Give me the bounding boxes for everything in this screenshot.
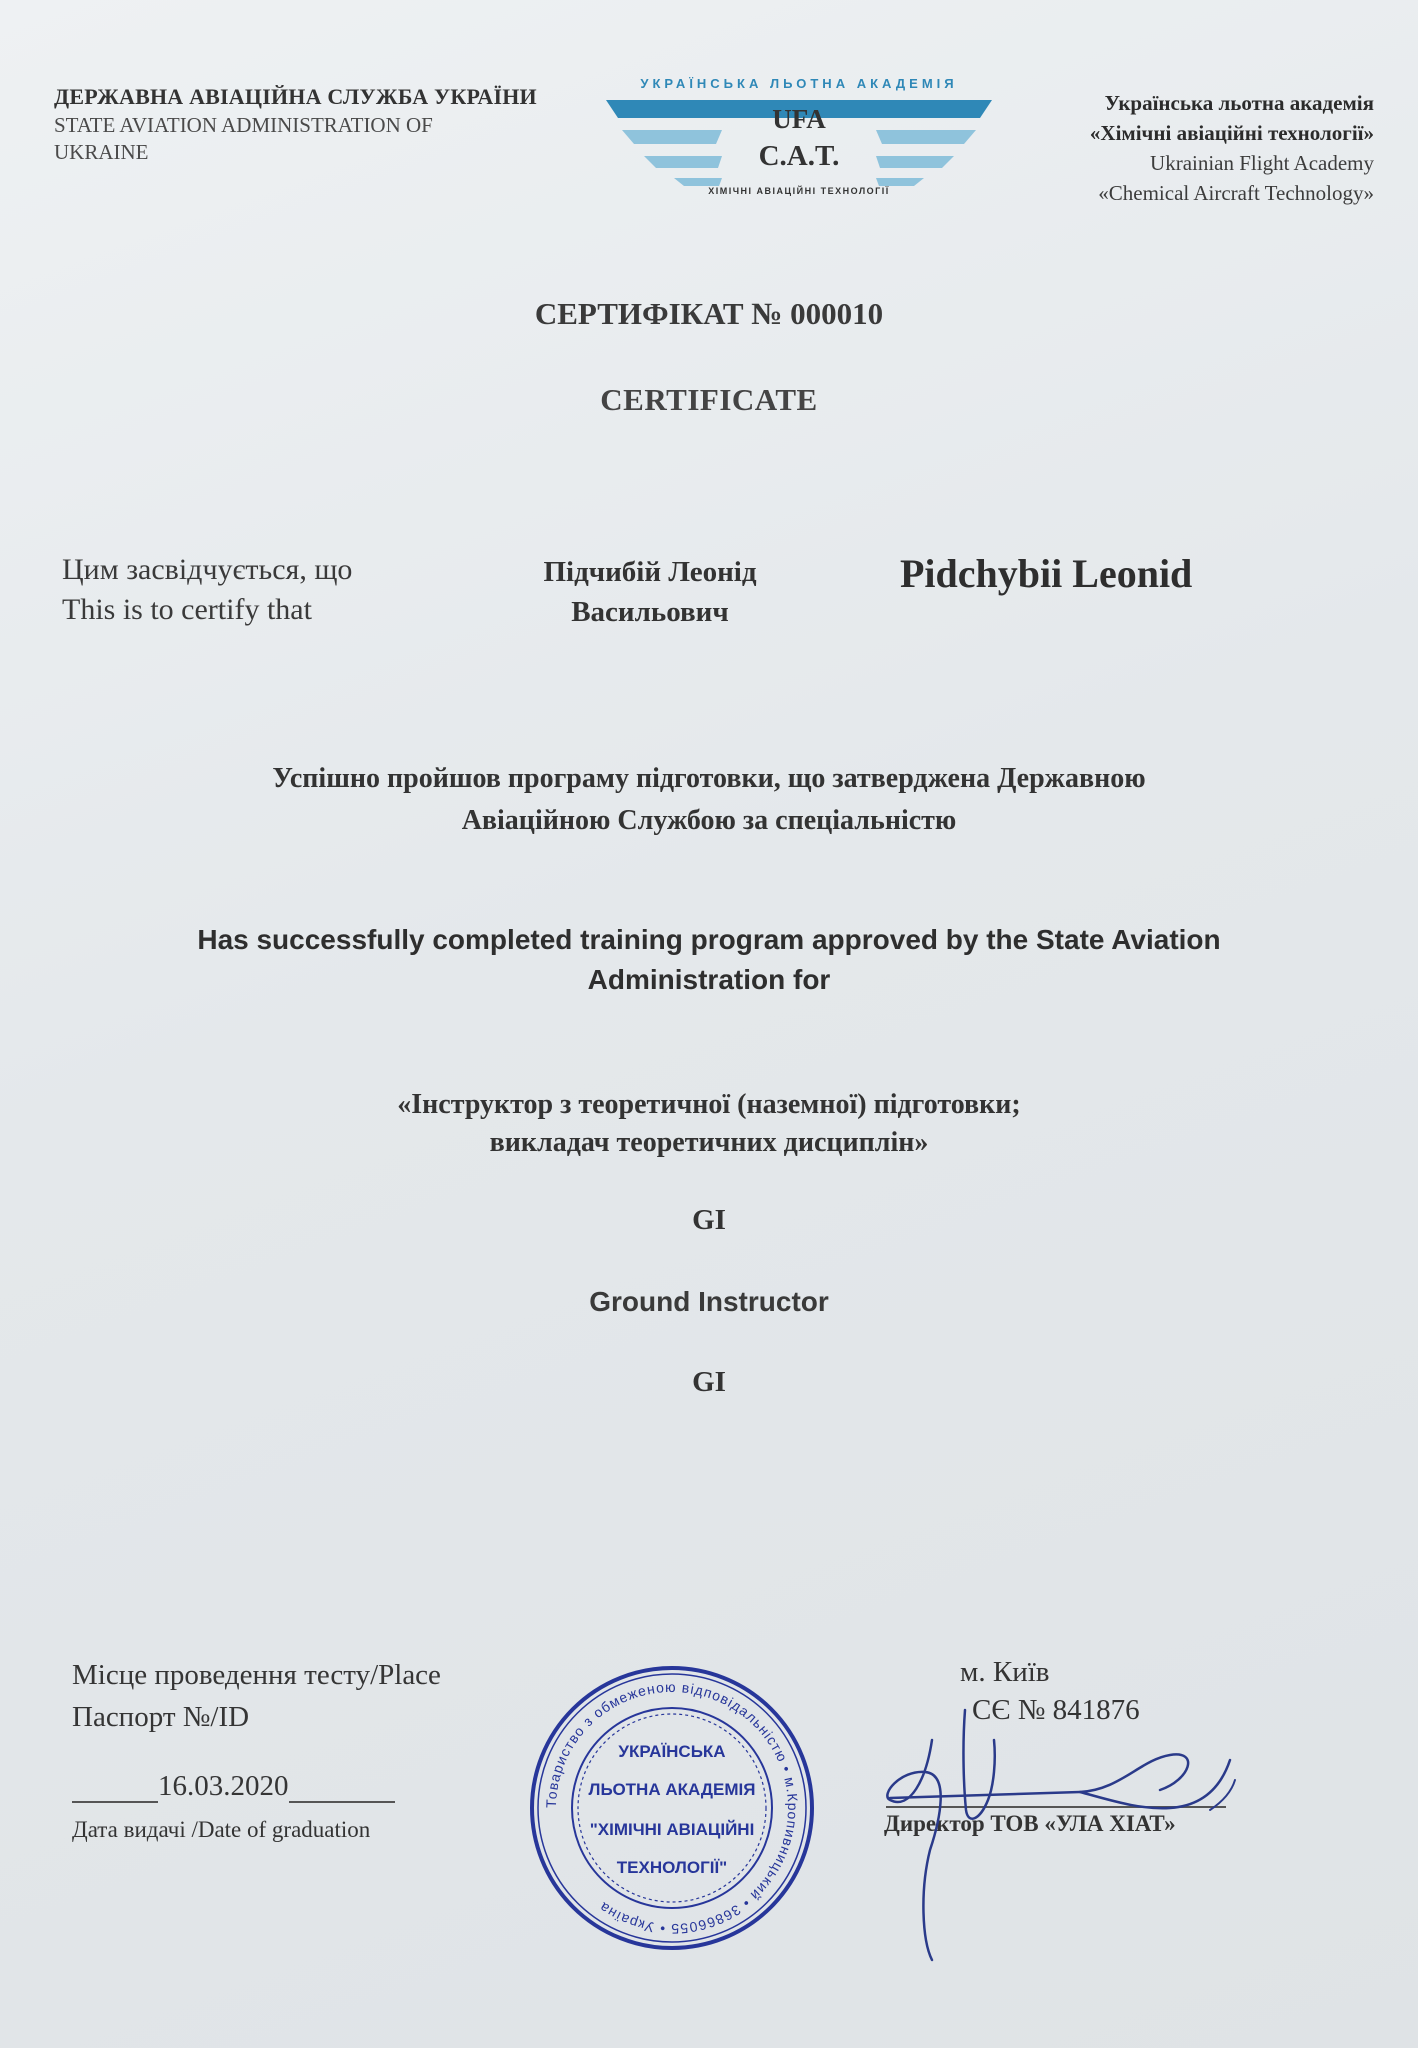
holder-name-ua: [500, 552, 800, 632]
specialty-en: Ground Instructor: [589, 1286, 829, 1317]
certify-statement: [62, 550, 352, 630]
stamp-line2: ЛЬОТНА АКАДЕМІЯ: [588, 1780, 756, 1799]
stamp-line1: УКРАЇНСЬКА: [618, 1742, 726, 1761]
graduation-date: [72, 1770, 395, 1803]
authority-name-ua: ДЕРЖАВНА АВІАЦІЙНА СЛУЖБА УКРАЇНИ: [54, 84, 537, 109]
passport-number: СЄ № 841876: [972, 1694, 1140, 1726]
certificate-title-en: CERTIFICATE: [600, 382, 818, 417]
completion-statement-ua: [0, 758, 1418, 842]
specialty-ua: [0, 1086, 1418, 1162]
issue-city: м. Київ: [960, 1656, 1050, 1688]
academy-logo: [604, 74, 994, 209]
official-stamp: [524, 1660, 820, 1956]
academy-subtitle-ua: «Хімічні авіаційні технології»: [1089, 121, 1374, 145]
graduation-date-label: Дата видачі /Date of graduation: [72, 1817, 371, 1842]
svg-text:Товариство з обмеженою відпові: [543, 1679, 801, 1937]
logo-top-text: УКРАЇНСЬКА ЛЬОТНА АКАДЕМІЯ: [640, 76, 958, 91]
test-place-block: [72, 1654, 441, 1738]
holder-name-en: Pidchybii Leonid: [900, 551, 1193, 596]
stamp-line3: "ХІМІЧНІ АВІАЦІЙНІ: [589, 1820, 755, 1839]
graduation-date-value: 16.03.2020: [158, 1770, 289, 1802]
stamp-line4: ТЕХНОЛОГІЇ": [616, 1858, 728, 1877]
logo-ufa: UFA: [772, 104, 826, 134]
completion-en-line2: Administration for: [587, 964, 831, 995]
specialty-code-1: GI: [692, 1204, 726, 1236]
specialty-ua-line2: викладач теоретичних дисциплін»: [489, 1127, 929, 1158]
certify-ua: Цим засвідчується, що: [62, 553, 353, 586]
date-underline-left: [72, 1775, 158, 1803]
test-place-label: Місце проведення тесту/Place: [72, 1659, 441, 1691]
authority-name-en: STATE AVIATION ADMINISTRATION OF UKRAINE: [54, 113, 433, 164]
completion-ua-line1: Успішно пройшов програму підготовки, що затверджена Державною: [272, 763, 1146, 794]
completion-ua-line2: Авіаційною Службою за спеціальністю: [461, 805, 957, 836]
academy-subtitle-en: «Chemical Aircraft Technology»: [1098, 181, 1374, 205]
completion-en-line1: Has successfully completed training program approved by the State Aviation: [197, 924, 1221, 955]
director-signature-icon: [870, 1700, 1270, 1970]
logo-bottom-text: ХІМІЧНІ АВІАЦІЙНІ ТЕХНОЛОГІЇ: [708, 186, 890, 196]
holder-name-ua-line2: Васильович: [571, 596, 729, 628]
passport-label: Паспорт №/ID: [72, 1701, 250, 1733]
stamp-ring-text: Товариство з обмеженою відповідальністю • м.Кропивницький • 36866055 • Україна: [542, 1678, 802, 1938]
logo-cat: C.A.T.: [758, 140, 840, 172]
academy-header: [954, 88, 1374, 208]
certificate-number: СЕРТИФІКАТ № 000010: [534, 296, 884, 331]
certify-en: This is to certify that: [62, 593, 312, 626]
academy-name-ua: Українська льотна академія: [1104, 91, 1374, 115]
stamp-ring-icon: [524, 1660, 820, 1956]
completion-statement-en: [0, 920, 1418, 1000]
specialty-ua-line1: «Інструктор з теоретичної (наземної) підготовки;: [397, 1089, 1021, 1120]
academy-name-en: Ukrainian Flight Academy: [1150, 151, 1374, 175]
holder-name-ua-line1: Підчибій Леонід: [543, 556, 757, 588]
specialty-code-2: GI: [692, 1366, 726, 1398]
director-title: Директор ТОВ «УЛА ХІАТ»: [884, 1811, 1176, 1836]
authority-header: [54, 84, 594, 166]
date-underline-right: [289, 1775, 395, 1803]
